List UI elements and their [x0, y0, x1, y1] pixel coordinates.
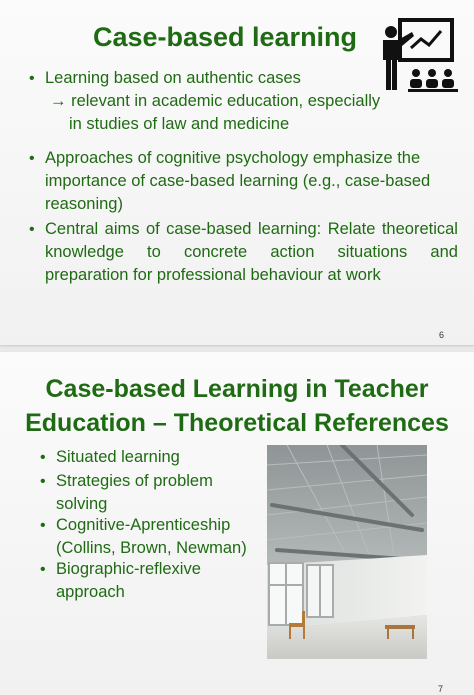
- word: knowledge: [45, 243, 124, 261]
- slide-title: [0, 372, 474, 440]
- bullet-text: → relevant in academic education, especially: [50, 92, 381, 110]
- bullet-dot: •: [40, 561, 46, 578]
- bullet-text: [45, 218, 458, 241]
- slide-title: Case-based learning: [92, 22, 358, 52]
- word: to: [147, 243, 161, 261]
- bullet-cognitive-apprenticeship: [40, 514, 266, 560]
- bullet-text: Approaches of cognitive psychology emphasize the: [45, 149, 421, 167]
- word: theoretical: [381, 220, 458, 238]
- bullet-text: Cognitive-Aprenticeship: [56, 516, 231, 534]
- word: situations: [337, 243, 408, 261]
- bullet-problem-solving: [40, 470, 266, 516]
- title-line: Case-based Learning in Teacher: [45, 375, 429, 403]
- bullet-text: approach: [56, 583, 125, 601]
- bullet-text: [45, 241, 458, 264]
- word: action: [270, 243, 315, 261]
- word: Relate: [327, 220, 376, 238]
- bullet-dot: •: [40, 473, 46, 490]
- word: learning:: [257, 220, 322, 238]
- classroom-photo: [267, 445, 427, 659]
- word: concrete: [183, 243, 248, 261]
- page-number: 6: [439, 330, 445, 340]
- bullet-text: preparation for professional behaviour at work: [45, 266, 381, 284]
- bullet-situated-learning: [40, 446, 266, 469]
- bullet-dot: •: [29, 70, 35, 87]
- word: and: [430, 243, 458, 261]
- bullet-dot: •: [29, 150, 35, 167]
- bullet-dot: •: [29, 221, 35, 238]
- slide-7: [0, 352, 474, 695]
- title-line: Education – Theoretical References: [25, 409, 449, 437]
- bullet-text: (Collins, Brown, Newman): [56, 539, 247, 557]
- bullet-text: Learning based on authentic cases: [45, 69, 301, 87]
- bullet-dot: •: [40, 517, 46, 534]
- slide-6: [0, 0, 474, 345]
- bullet-biographic-reflexive: [40, 558, 266, 604]
- bullet-central-aims: [29, 218, 458, 287]
- page-number: 7: [438, 684, 444, 694]
- bullet-cognitive-psychology: [29, 147, 465, 216]
- bullet-text: reasoning): [45, 195, 123, 213]
- bullet-text: Strategies of problem: [56, 472, 213, 490]
- word: of: [145, 220, 160, 238]
- bullet-text: Situated learning: [56, 448, 180, 466]
- bullet-text: Biographic-reflexive: [56, 560, 201, 578]
- bullet-text: importance of case-based learning (e.g., case-based: [45, 172, 431, 190]
- word: case-based: [166, 220, 252, 238]
- word: Central: [45, 220, 99, 238]
- word: aims: [104, 220, 140, 238]
- bullet-text: solving: [56, 495, 108, 513]
- bullet-text: in studies of law and medicine: [69, 115, 290, 133]
- bullet-authentic-cases: [29, 67, 465, 136]
- bullet-dot: •: [40, 449, 46, 466]
